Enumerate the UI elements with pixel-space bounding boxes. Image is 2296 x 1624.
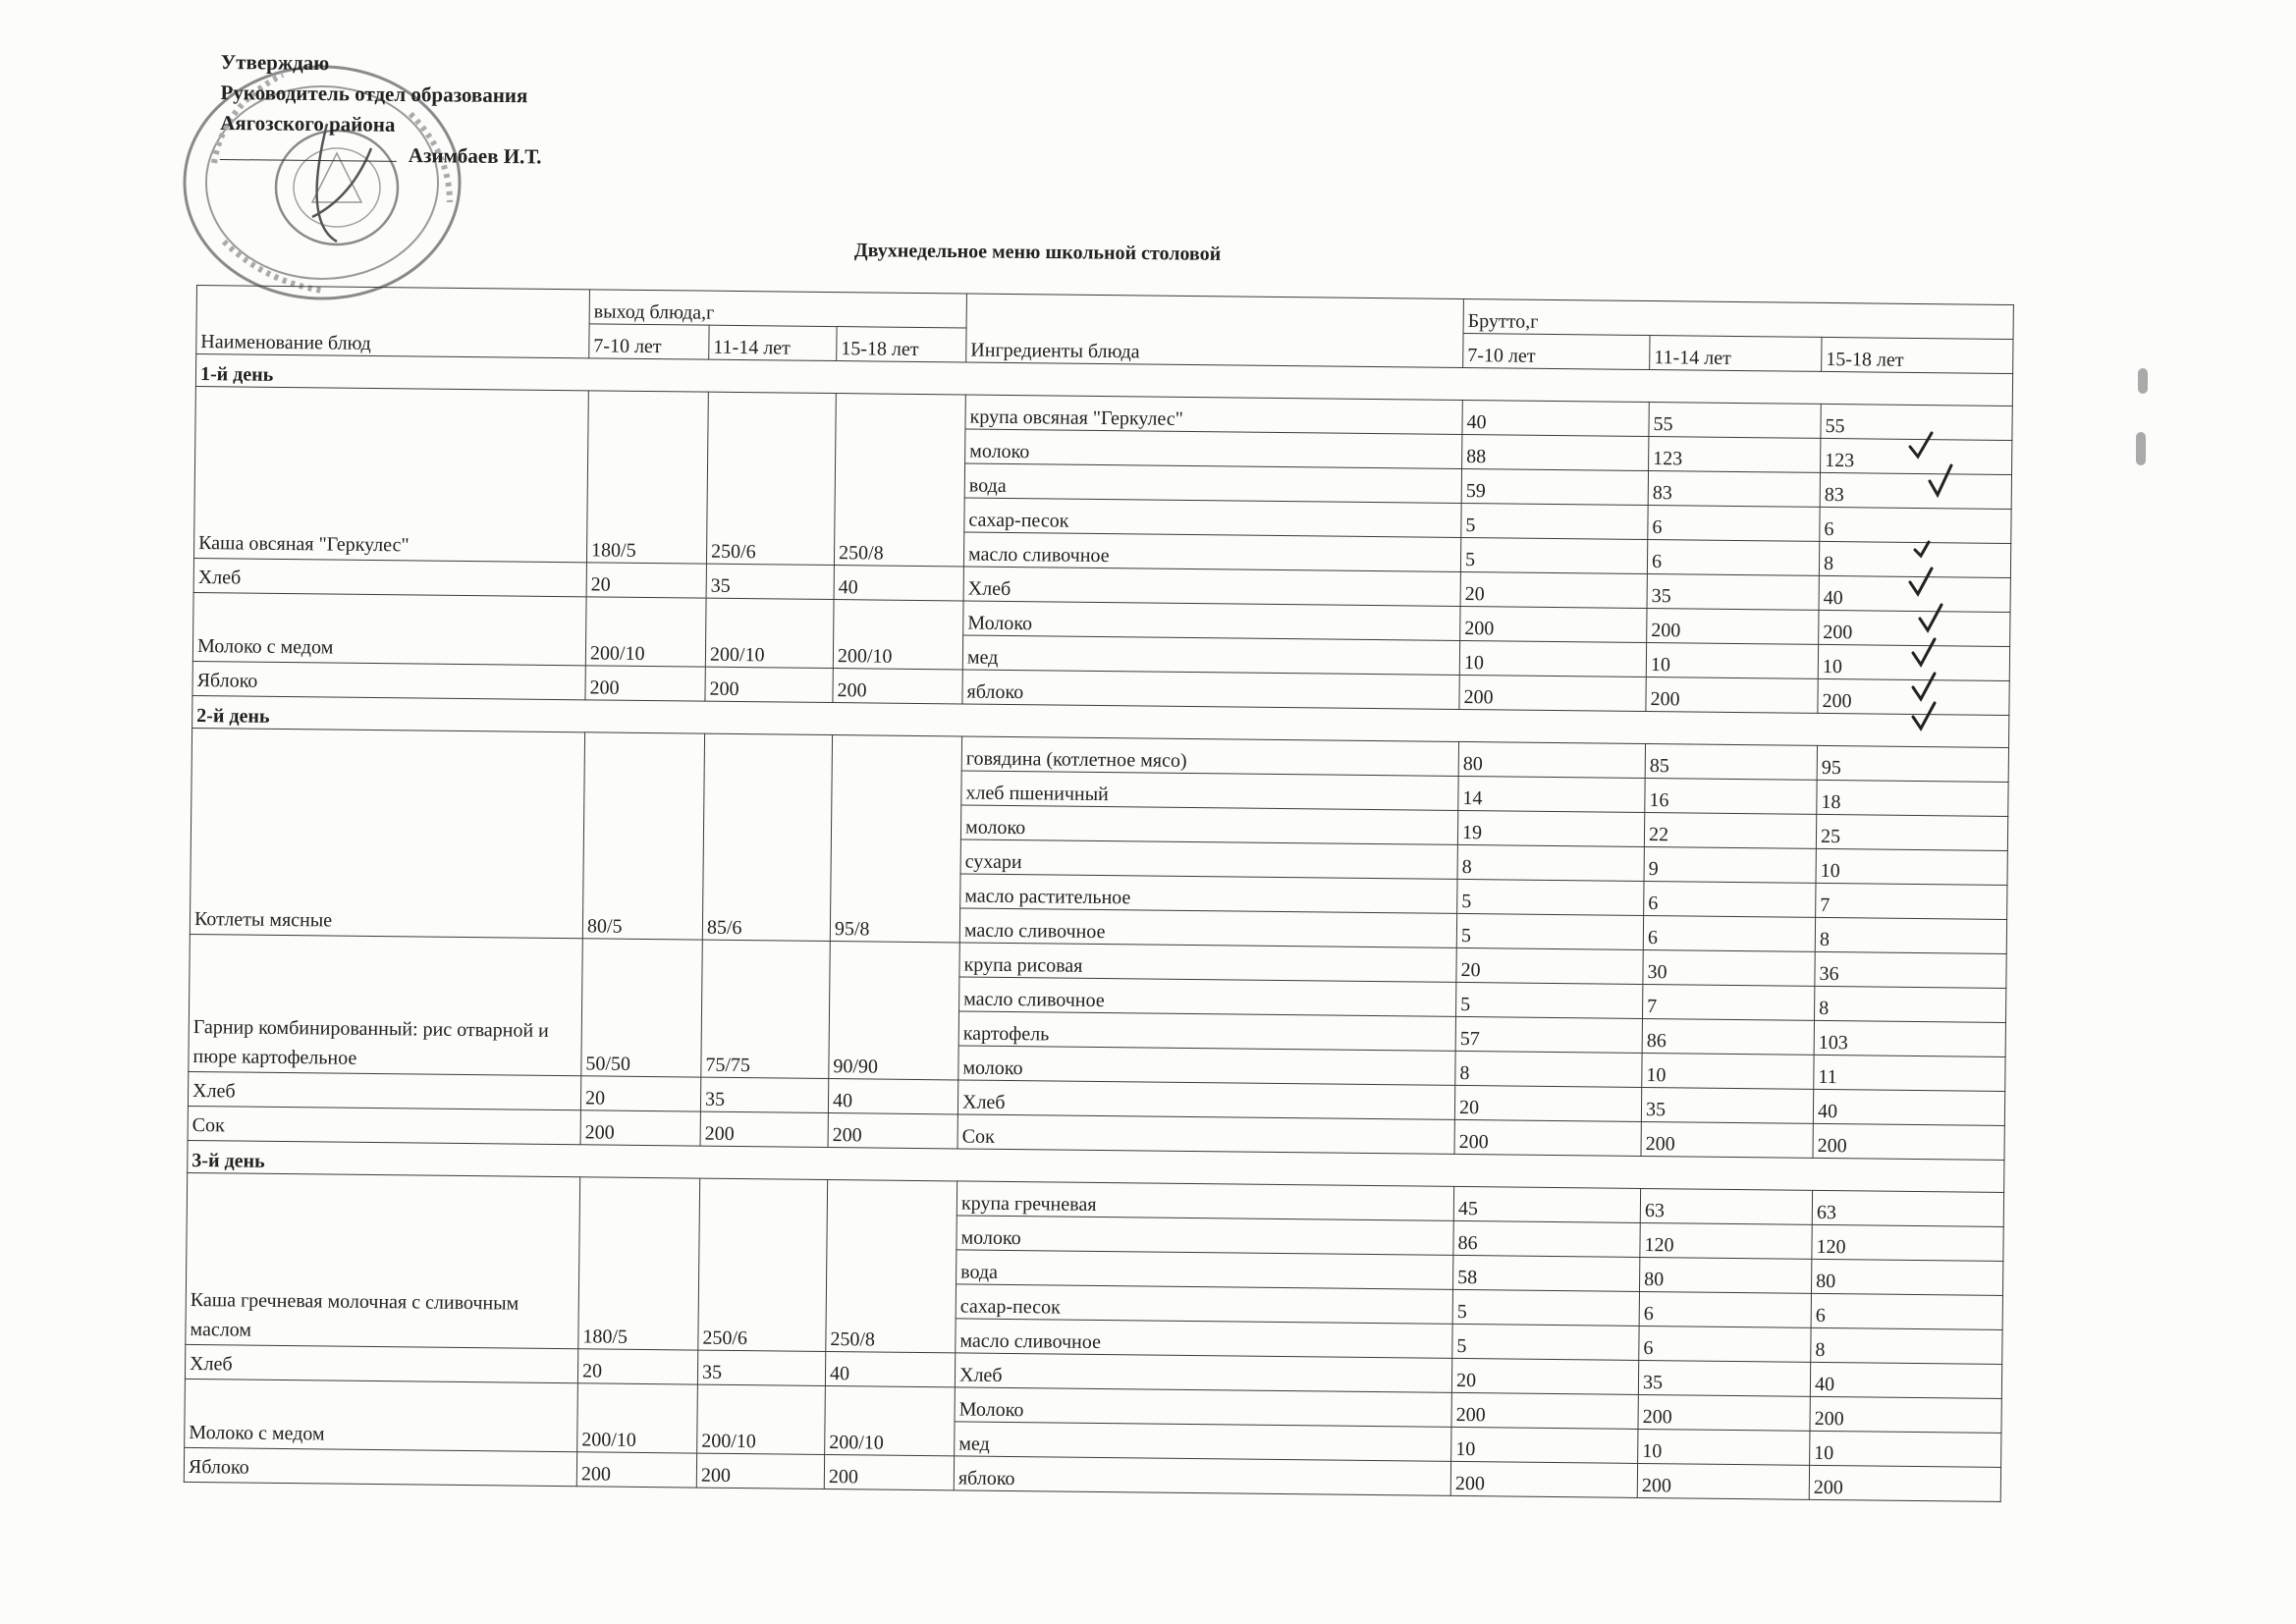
ingredient-gross-cell: 200 (1813, 1123, 2004, 1160)
dish-yield-cell: 90/90 (829, 942, 960, 1080)
ingredient-gross-cell: 6 (1648, 506, 1820, 542)
ingredient-gross-cell: 5 (1456, 982, 1643, 1018)
dish-name-cell: Яблоко (192, 661, 585, 699)
day-label: 2-й день (192, 695, 2009, 747)
ingredient-gross-cell: 6 (1639, 1326, 1811, 1362)
dish-yield-cell: 200 (585, 666, 705, 701)
dish-yield-cell: 200 (705, 667, 833, 702)
menu-table-body (184, 354, 2012, 1502)
ingredient-gross-cell: 103 (1814, 1020, 2005, 1056)
ingredient-gross-cell: 88 (1462, 434, 1649, 470)
ingredient-gross-cell: 10 (1816, 848, 2007, 885)
ingredient-gross-cell: 95 (1817, 745, 2008, 782)
day-label: 1-й день (195, 354, 2012, 406)
ingredient-name-cell: Сок (957, 1114, 1454, 1154)
ingredient-gross-cell: 40 (1810, 1362, 2001, 1398)
approval-district: Аягозского района (220, 110, 396, 136)
dish-name-cell: Каша гречневая молочная с сливочным маслом (186, 1172, 580, 1348)
ingredient-name-cell: молоко (957, 1216, 1453, 1255)
dish-name-cell: Котлеты мясные (190, 728, 584, 938)
ingredient-gross-cell: 8 (1815, 986, 2006, 1022)
dish-yield-cell: 35 (700, 1077, 828, 1112)
ingredient-name-cell: вода (957, 1250, 1453, 1289)
ingredient-gross-cell: 36 (1815, 951, 2006, 988)
signature-line (220, 159, 397, 162)
ingredient-name-cell: масло растительное (960, 874, 1457, 913)
ingredient-name-cell: Молоко (963, 601, 1460, 640)
dish-yield-cell: 200 (700, 1111, 828, 1147)
ingredient-gross-cell: 80 (1812, 1259, 2003, 1295)
ingredient-gross-cell: 14 (1458, 776, 1645, 812)
ingredient-gross-cell: 200 (1459, 675, 1646, 711)
dish-yield-cell: 40 (828, 1079, 957, 1114)
ingredient-gross-cell: 35 (1638, 1360, 1810, 1396)
ingredient-gross-cell: 10 (1638, 1429, 1810, 1465)
dish-yield-cell: 50/50 (581, 939, 703, 1077)
approval-heading: Утверждаю (220, 49, 330, 76)
dish-yield-cell: 200/10 (577, 1383, 698, 1453)
header-dish-name: Наименование блюд (196, 286, 590, 358)
ingredient-name-cell: вода (964, 463, 1461, 503)
dish-yield-cell: 20 (586, 563, 706, 598)
ingredient-gross-cell: 6 (1639, 1291, 1811, 1327)
ingredient-name-cell: молоко (958, 1046, 1455, 1085)
ingredient-gross-cell: 6 (1643, 915, 1815, 951)
ingredient-name-cell: говядина (котлетное мясо) (961, 736, 1458, 776)
ingredient-gross-cell: 63 (1812, 1190, 2003, 1226)
ingredient-gross-cell: 8 (1457, 844, 1644, 881)
dish-yield-cell: 200 (824, 1454, 954, 1489)
ingredient-name-cell: Молоко (955, 1387, 1451, 1427)
ingredient-gross-cell: 63 (1640, 1188, 1812, 1224)
dish-name-cell: Сок (188, 1106, 580, 1144)
ingredient-gross-cell: 200 (1818, 678, 2009, 715)
approval-signature-row (220, 138, 542, 172)
header-yield-age-15-18: 15-18 лет (837, 327, 966, 362)
approval-block (220, 47, 543, 172)
ingredient-gross-cell: 30 (1643, 949, 1815, 986)
header-gross-age-15-18: 15-18 лет (1822, 337, 2013, 373)
ingredient-name-cell: молоко (965, 429, 1462, 468)
ingredient-gross-cell: 200 (1637, 1463, 1809, 1499)
ingredient-gross-cell: 80 (1640, 1257, 1812, 1293)
ingredient-gross-cell: 200 (1809, 1465, 2000, 1501)
ingredient-gross-cell: 40 (1462, 400, 1649, 436)
menu-table (184, 285, 2014, 1502)
ingredient-name-cell: яблоко (954, 1456, 1450, 1495)
ingredient-gross-cell: 200 (1819, 610, 2010, 646)
dish-yield-cell: 180/5 (586, 391, 708, 564)
menu-sheet (184, 285, 2013, 1502)
dish-yield-cell: 80/5 (582, 732, 704, 940)
ingredient-gross-cell: 40 (1819, 575, 2010, 612)
ingredient-name-cell: крупа овсяная "Геркулес" (965, 395, 1462, 434)
dish-yield-cell: 200 (833, 669, 962, 704)
dish-name-cell: Молоко с медом (192, 592, 586, 665)
ingredient-gross-cell: 10 (1451, 1427, 1638, 1463)
ingredient-gross-cell: 10 (1459, 640, 1646, 677)
ingredient-gross-cell: 123 (1821, 438, 2012, 474)
ingredient-gross-cell: 10 (1818, 644, 2009, 680)
ingredient-gross-cell: 6 (1811, 1293, 2002, 1329)
ingredient-gross-cell: 200 (1641, 1121, 1813, 1158)
ingredient-gross-cell: 7 (1816, 883, 2007, 919)
ingredient-gross-cell: 200 (1451, 1392, 1638, 1429)
ingredient-name-cell: Хлеб (963, 567, 1460, 606)
ingredient-gross-cell: 5 (1460, 537, 1647, 573)
ingredient-name-cell: Хлеб (955, 1353, 1451, 1392)
dish-yield-cell: 250/6 (706, 392, 836, 565)
dish-name-cell: Хлеб (193, 558, 586, 596)
ingredient-name-cell: масло сливочное (963, 532, 1460, 571)
ingredient-name-cell: Хлеб (957, 1080, 1454, 1119)
ingredient-name-cell: молоко (960, 805, 1457, 844)
ingredient-name-cell: картофель (958, 1011, 1455, 1051)
ingredient-name-cell: сухари (960, 839, 1457, 879)
dish-name-cell: Гарнир комбинированный: рис отварной и пюре картофельное (189, 934, 582, 1075)
header-yield-age-7-10: 7-10 лет (589, 324, 709, 359)
ingredient-name-cell: крупа гречневая (957, 1181, 1453, 1220)
dish-yield-cell: 200 (696, 1453, 824, 1489)
ingredient-gross-cell: 200 (1460, 606, 1647, 642)
dish-yield-cell: 180/5 (578, 1177, 700, 1350)
ingredient-gross-cell: 5 (1461, 503, 1648, 539)
dish-yield-cell: 200/10 (585, 597, 706, 667)
approval-position: Руководитель отдел образования (220, 80, 528, 108)
dish-yield-cell: 40 (834, 566, 963, 601)
header-gross-age-7-10: 7-10 лет (1463, 333, 1650, 369)
ingredient-name-cell: мед (962, 635, 1459, 675)
ingredient-gross-cell: 22 (1644, 812, 1816, 848)
ingredient-name-cell: хлеб пшеничный (961, 771, 1458, 810)
ingredient-gross-cell: 20 (1454, 1085, 1641, 1121)
dish-name-cell: Хлеб (185, 1344, 577, 1382)
dish-yield-cell: 95/8 (830, 735, 961, 943)
ingredient-gross-cell: 18 (1817, 780, 2008, 816)
ingredient-gross-cell: 25 (1816, 814, 2007, 850)
ingredient-gross-cell: 57 (1455, 1016, 1642, 1053)
dish-yield-cell: 20 (580, 1076, 700, 1111)
ingredient-gross-cell: 16 (1645, 778, 1817, 814)
ingredient-gross-cell: 59 (1461, 468, 1648, 505)
approval-signer: Азимбаев И.Т. (408, 143, 542, 169)
ingredient-gross-cell: 120 (1812, 1224, 2003, 1261)
ingredient-gross-cell: 86 (1642, 1018, 1814, 1055)
dish-yield-cell: 20 (577, 1349, 697, 1384)
ingredient-gross-cell: 11 (1814, 1055, 2005, 1091)
ingredient-gross-cell: 200 (1454, 1119, 1641, 1156)
ingredient-gross-cell: 20 (1456, 947, 1643, 984)
ingredient-name-cell: масло сливочное (959, 908, 1456, 947)
dish-yield-cell: 35 (697, 1350, 825, 1385)
ingredient-gross-cell: 5 (1456, 913, 1643, 949)
dish-yield-cell: 75/75 (701, 940, 831, 1078)
dish-name-cell: Хлеб (188, 1071, 580, 1110)
ingredient-gross-cell: 8 (1455, 1051, 1642, 1087)
ingredient-gross-cell: 200 (1647, 609, 1819, 645)
ingredient-gross-cell: 10 (1642, 1053, 1814, 1089)
header-gross: Брутто,г (1463, 298, 2013, 339)
day-label: 3-й день (188, 1140, 2004, 1192)
ingredient-gross-cell: 55 (1649, 403, 1821, 439)
ingredient-gross-cell: 35 (1641, 1087, 1813, 1123)
ingredient-gross-cell: 7 (1643, 984, 1815, 1020)
dish-name-cell: Яблоко (184, 1447, 576, 1486)
ingredient-gross-cell: 86 (1453, 1220, 1640, 1257)
dish-yield-cell: 200/10 (833, 600, 963, 670)
dish-yield-cell: 250/6 (698, 1178, 828, 1351)
ingredient-gross-cell: 45 (1453, 1186, 1640, 1222)
ingredient-gross-cell: 200 (1638, 1394, 1810, 1431)
ingredient-gross-cell: 120 (1640, 1222, 1812, 1259)
ingredient-name-cell: мед (955, 1422, 1451, 1461)
ingredient-gross-cell: 8 (1815, 917, 2006, 953)
dish-yield-cell: 85/6 (702, 733, 832, 941)
ingredient-gross-cell: 20 (1460, 571, 1647, 608)
document-title: Двухнедельное меню школьной столовой (853, 240, 1222, 265)
ingredient-name-cell: крупа рисовая (959, 943, 1456, 982)
ingredient-gross-cell: 35 (1647, 574, 1819, 611)
ingredient-gross-cell: 6 (1820, 507, 2011, 543)
dish-yield-cell: 40 (825, 1351, 955, 1386)
ingredient-gross-cell: 8 (1819, 541, 2010, 577)
dish-yield-cell: 200/10 (705, 598, 834, 668)
ingredient-name-cell: сахар-песок (956, 1284, 1452, 1324)
ingredient-gross-cell: 8 (1811, 1327, 2002, 1364)
ingredient-gross-cell: 10 (1810, 1431, 2001, 1467)
header-yield-age-11-14: 11-14 лет (709, 325, 837, 360)
ingredient-gross-cell: 123 (1649, 437, 1821, 473)
ingredient-gross-cell: 85 (1645, 743, 1817, 780)
ingredient-name-cell: сахар-песок (964, 498, 1461, 537)
ingredient-gross-cell: 58 (1453, 1255, 1640, 1291)
ingredient-gross-cell: 55 (1821, 404, 2012, 440)
ingredient-gross-cell: 5 (1457, 879, 1644, 915)
dish-yield-cell: 200/10 (697, 1384, 826, 1454)
ingredient-gross-cell: 5 (1452, 1324, 1639, 1360)
ingredient-gross-cell: 200 (1450, 1461, 1637, 1497)
ingredient-gross-cell: 10 (1646, 643, 1818, 679)
ingredient-gross-cell: 6 (1644, 881, 1816, 917)
ingredient-gross-cell: 40 (1813, 1089, 2004, 1125)
dish-name-cell: Молоко с медом (185, 1379, 578, 1451)
dish-yield-cell: 200 (828, 1113, 957, 1149)
ingredient-gross-cell: 9 (1644, 846, 1816, 883)
dish-name-cell: Каша овсяная "Геркулес" (193, 386, 588, 562)
ingredient-gross-cell: 19 (1457, 810, 1644, 846)
ingredient-gross-cell: 5 (1452, 1289, 1639, 1326)
ingredient-name-cell: масло сливочное (959, 977, 1456, 1016)
ingredient-gross-cell: 200 (1810, 1396, 2001, 1433)
header-gross-age-11-14: 11-14 лет (1650, 336, 1822, 372)
dish-yield-cell: 200/10 (825, 1385, 956, 1455)
dish-yield-cell: 200 (580, 1110, 700, 1146)
ingredient-gross-cell: 83 (1648, 471, 1820, 508)
ingredient-name-cell: яблоко (962, 670, 1459, 709)
header-ingredients: Ингредиенты блюда (966, 294, 1464, 367)
ingredient-gross-cell: 6 (1647, 540, 1819, 576)
ingredient-gross-cell: 83 (1820, 472, 2011, 509)
ingredient-gross-cell: 80 (1458, 741, 1645, 778)
ingredient-gross-cell: 20 (1451, 1358, 1638, 1394)
header-yield: выход блюда,г (589, 290, 966, 328)
ingredient-name-cell: масло сливочное (956, 1319, 1452, 1358)
dish-yield-cell: 250/8 (834, 394, 965, 567)
dish-yield-cell: 250/8 (826, 1180, 957, 1353)
dish-yield-cell: 35 (706, 564, 834, 599)
ingredient-gross-cell: 200 (1646, 677, 1818, 713)
dish-yield-cell: 200 (576, 1452, 696, 1488)
